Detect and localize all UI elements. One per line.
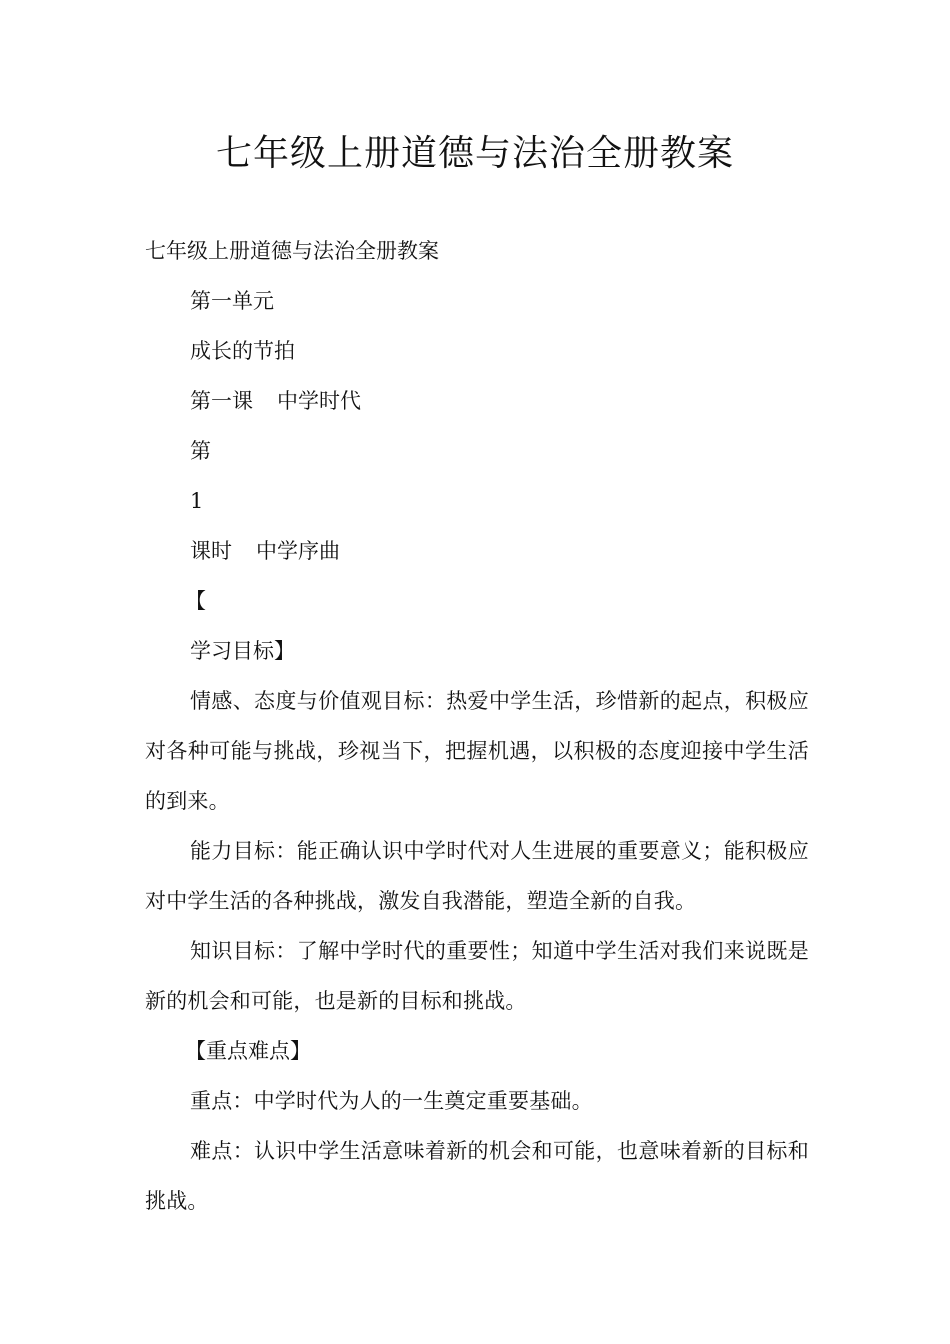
document-subtitle: 七年级上册道德与法治全册教案 [145, 239, 439, 263]
period-number: 1 [190, 489, 204, 513]
period-heading [145, 526, 809, 576]
key-point: 重点：中学时代为人的一生奠定重要基础。 [190, 1089, 593, 1113]
lesson-prefix: 第一课 [190, 389, 253, 413]
objective-ability: 能力目标：能正确认识中学时代对人生进展的重要意义；能积极应对中学生活的各种挑战，激发自我潜能，塑造全新的自我。 [145, 839, 809, 913]
document-body [145, 226, 809, 1226]
objective-emotion: 情感、态度与价值观目标：热爱中学生活，珍惜新的起点，积极应对各种可能与挑战，珍视当下，把握机遇，以积极的态度迎接中学生活的到来。 [145, 689, 809, 813]
period-name: 中学序曲 [256, 539, 340, 563]
difficult-point: 难点：认识中学生活意味着新的机会和可能，也意味着新的目标和挑战。 [145, 1139, 809, 1213]
period-suffix: 课时 [190, 539, 232, 563]
key-points-heading: 【重点难点】 [185, 1039, 311, 1063]
document-title: 七年级上册道德与法治全册教案 [215, 133, 734, 174]
bracket-open: 【 [185, 589, 206, 613]
objectives-heading: 学习目标】 [190, 639, 295, 663]
unit-name: 成长的节拍 [190, 339, 295, 363]
period-prefix: 第 [190, 439, 211, 463]
objective-knowledge: 知识目标：了解中学时代的重要性；知道中学生活对我们来说既是新的机会和可能，也是新的目标和挑战。 [145, 939, 809, 1013]
lesson-heading [145, 376, 809, 426]
unit-label: 第一单元 [190, 289, 274, 313]
lesson-name: 中学时代 [277, 389, 361, 413]
